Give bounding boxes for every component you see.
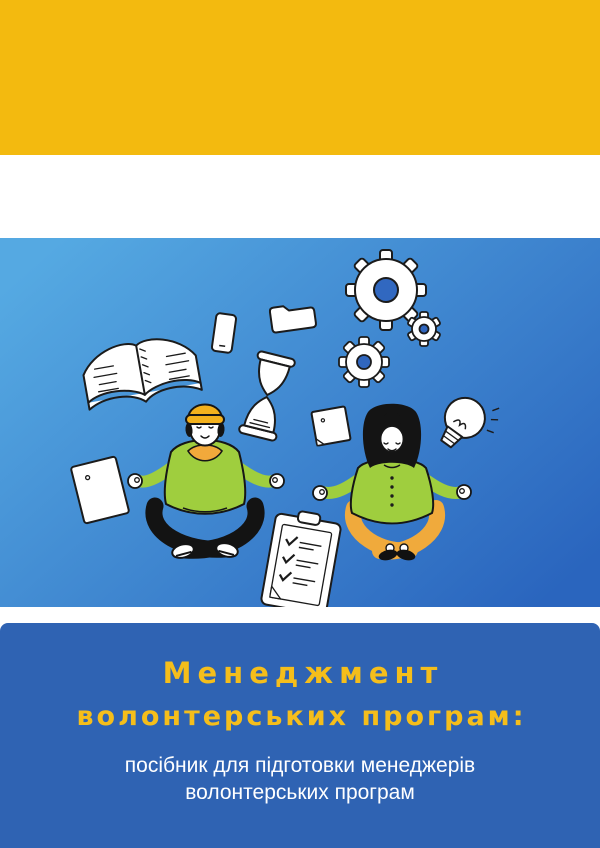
gear-small-icon: [407, 312, 440, 346]
woman-hand-left: [313, 486, 327, 500]
white-divider-strip: [0, 607, 600, 623]
cover-title-line1: Менеджмент: [162, 656, 444, 690]
woman-hand-right: [457, 485, 471, 499]
top-yellow-band: [0, 0, 600, 155]
meditation-illustration: [0, 238, 600, 607]
man-hand-right: [270, 474, 284, 488]
partner-logos-band: [0, 155, 600, 238]
cover-title-line2: волонтерських програм:: [76, 701, 527, 732]
man-hand-left: [128, 474, 142, 488]
title-band: [0, 623, 600, 848]
cover-subtitle: посібник для підготовки менеджерів волонтерських програм: [124, 754, 476, 805]
gear-medium-icon: [339, 337, 389, 387]
smartphone-icon: [211, 313, 236, 353]
sticky-note-icon: [311, 406, 350, 445]
